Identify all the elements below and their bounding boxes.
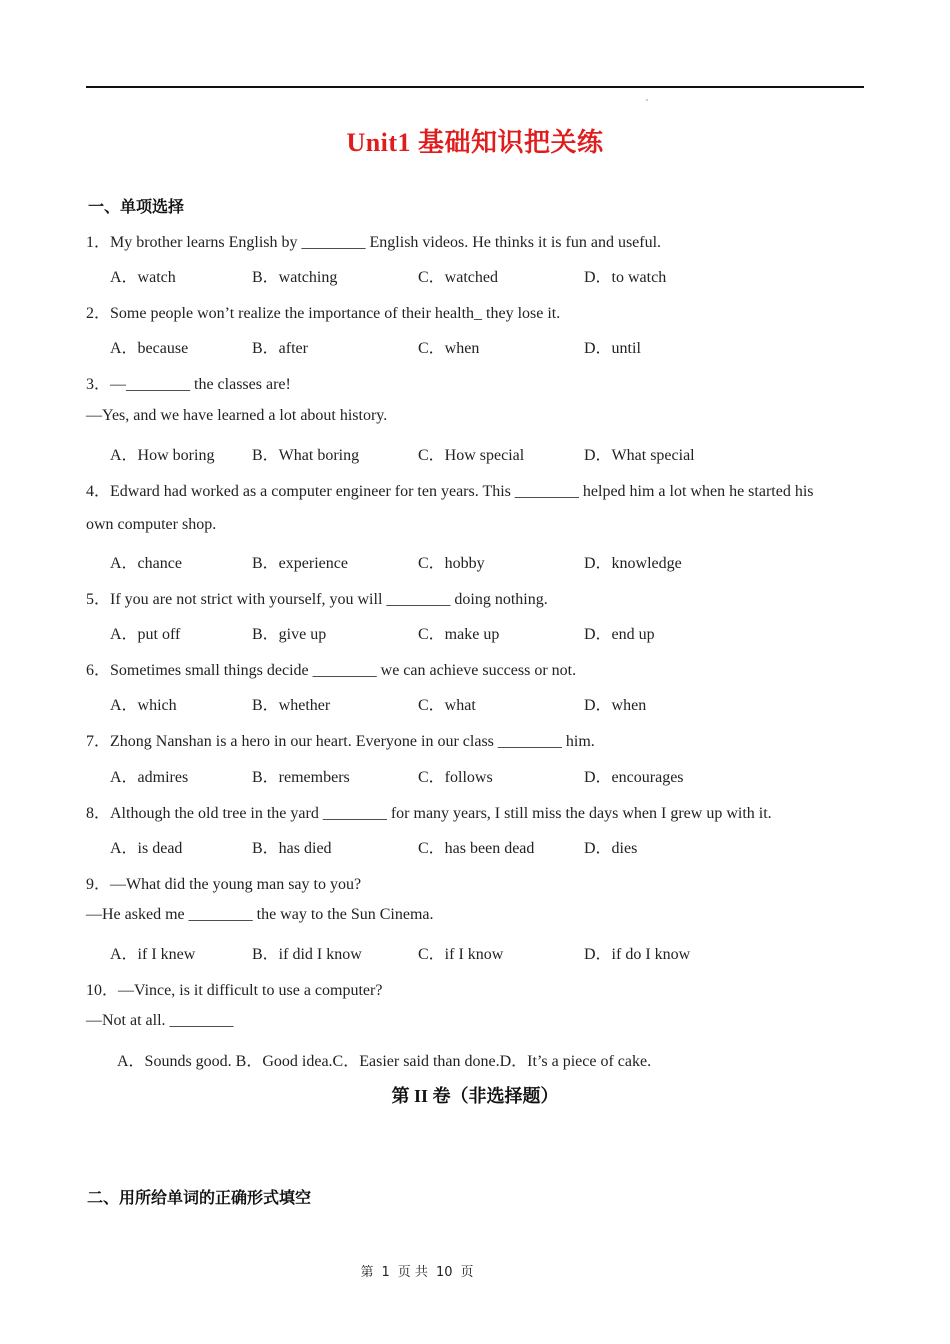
option-d[interactable]: D．encourages [584,769,684,786]
option-d[interactable]: D．if do I know [584,946,691,963]
question-5-stem: 5．If you are not strict with yourself, you will ________ doing nothing. [86,591,548,608]
header-rule [86,86,864,88]
question-6-stem: 6．Sometimes small things decide ________ we can achieve success or not. [86,662,577,679]
question-9-stem: 9．—What did the young man say to you? [86,876,362,893]
question-1-options [110,264,830,286]
option-a[interactable]: A．watch [110,269,176,286]
option-a[interactable]: A．put off [110,626,181,643]
option-c[interactable]: C．hobby [418,555,485,572]
option-a[interactable]: A．admires [110,769,189,786]
question-10-options[interactable]: A．Sounds good. B．Good idea.C．Easier said than done.D．It’s a piece of cake. [117,1053,652,1070]
question-10-stem: 10．—Vince, is it difficult to use a computer? [86,982,383,999]
part-2-title: 第 II 卷（非选择题） [391,1086,559,1106]
option-b[interactable]: B．after [252,340,308,357]
option-b[interactable]: B．if did I know [252,946,362,963]
option-c[interactable]: C．follows [418,769,493,786]
option-a[interactable]: A．because [110,340,189,357]
question-3-stem-line-2: —Yes, and we have learned a lot about history. [86,407,388,424]
option-b[interactable]: B．experience [252,555,348,572]
option-d[interactable]: D．What special [584,447,695,464]
option-a[interactable]: A．How boring [110,447,215,464]
footer-total-pages: 10 [435,1265,453,1280]
option-d[interactable]: D．when [584,697,647,714]
question-2-options [110,335,830,357]
option-c[interactable]: C．has been dead [418,840,535,857]
option-c[interactable]: C．How special [418,447,525,464]
option-b[interactable]: B．give up [252,626,327,643]
option-a[interactable]: A．is dead [110,840,183,857]
option-c[interactable]: C．if I know [418,946,504,963]
option-a[interactable]: A．if I knew [110,946,196,963]
option-a[interactable]: A．chance [110,555,182,572]
question-4-options [110,550,830,572]
question-4-stem: 4．Edward had worked as a computer engineer for ten years. This ________ helped him a lot when he started his [86,483,814,500]
question-3-stem: 3．—________ the classes are! [86,376,291,393]
option-b[interactable]: B．has died [252,840,332,857]
option-c[interactable]: C．what [418,697,476,714]
question-2-stem: 2．Some people won’t realize the importance of their health_ they lose it. [86,305,561,322]
option-d[interactable]: D．dies [584,840,638,857]
question-3-options [110,442,830,464]
option-d[interactable]: D．end up [584,626,655,643]
document-title: Unit1 基础知识把关练 [346,128,604,157]
footer-prefix: 第 [360,1265,374,1280]
question-8-stem: 8．Although the old tree in the yard ________ for many years, I still miss the days when I grew up with it. [86,805,772,822]
section-heading-word-forms: 二、用所给单词的正确形式填空 [87,1188,312,1207]
question-8-options [110,835,830,857]
page-footer [0,1261,834,1280]
option-b[interactable]: B．remembers [252,769,350,786]
question-1-stem: 1．My brother learns English by ________ English videos. He thinks it is fun and useful. [86,234,662,251]
question-7-stem: 7．Zhong Nanshan is a hero in our heart. Everyone in our class ________ him. [86,733,595,750]
option-c[interactable]: C．make up [418,626,500,643]
question-9-stem-line-2: —He asked me ________ the way to the Sun Cinema. [86,906,434,923]
footer-suffix: 页 [460,1265,474,1280]
option-d[interactable]: D．to watch [584,269,667,286]
header-dot [646,99,648,101]
option-d[interactable]: D．until [584,340,641,357]
footer-middle: 页 共 [397,1265,428,1280]
option-c[interactable]: C．watched [418,269,498,286]
option-b[interactable]: B．watching [252,269,338,286]
question-7-options [110,764,830,786]
question-4-stem-line-2: own computer shop. [86,516,217,533]
footer-current-page: 1 [381,1265,390,1280]
option-b[interactable]: B．whether [252,697,331,714]
section-heading-multiple-choice: 一、单项选择 [88,197,185,216]
question-9-options [110,941,830,963]
question-6-options [110,692,830,714]
question-5-options [110,621,830,643]
question-10-stem-line-2: —Not at all. ________ [86,1012,234,1029]
option-a[interactable]: A．which [110,697,177,714]
option-c[interactable]: C．when [418,340,480,357]
option-b[interactable]: B．What boring [252,447,360,464]
option-d[interactable]: D．knowledge [584,555,682,572]
